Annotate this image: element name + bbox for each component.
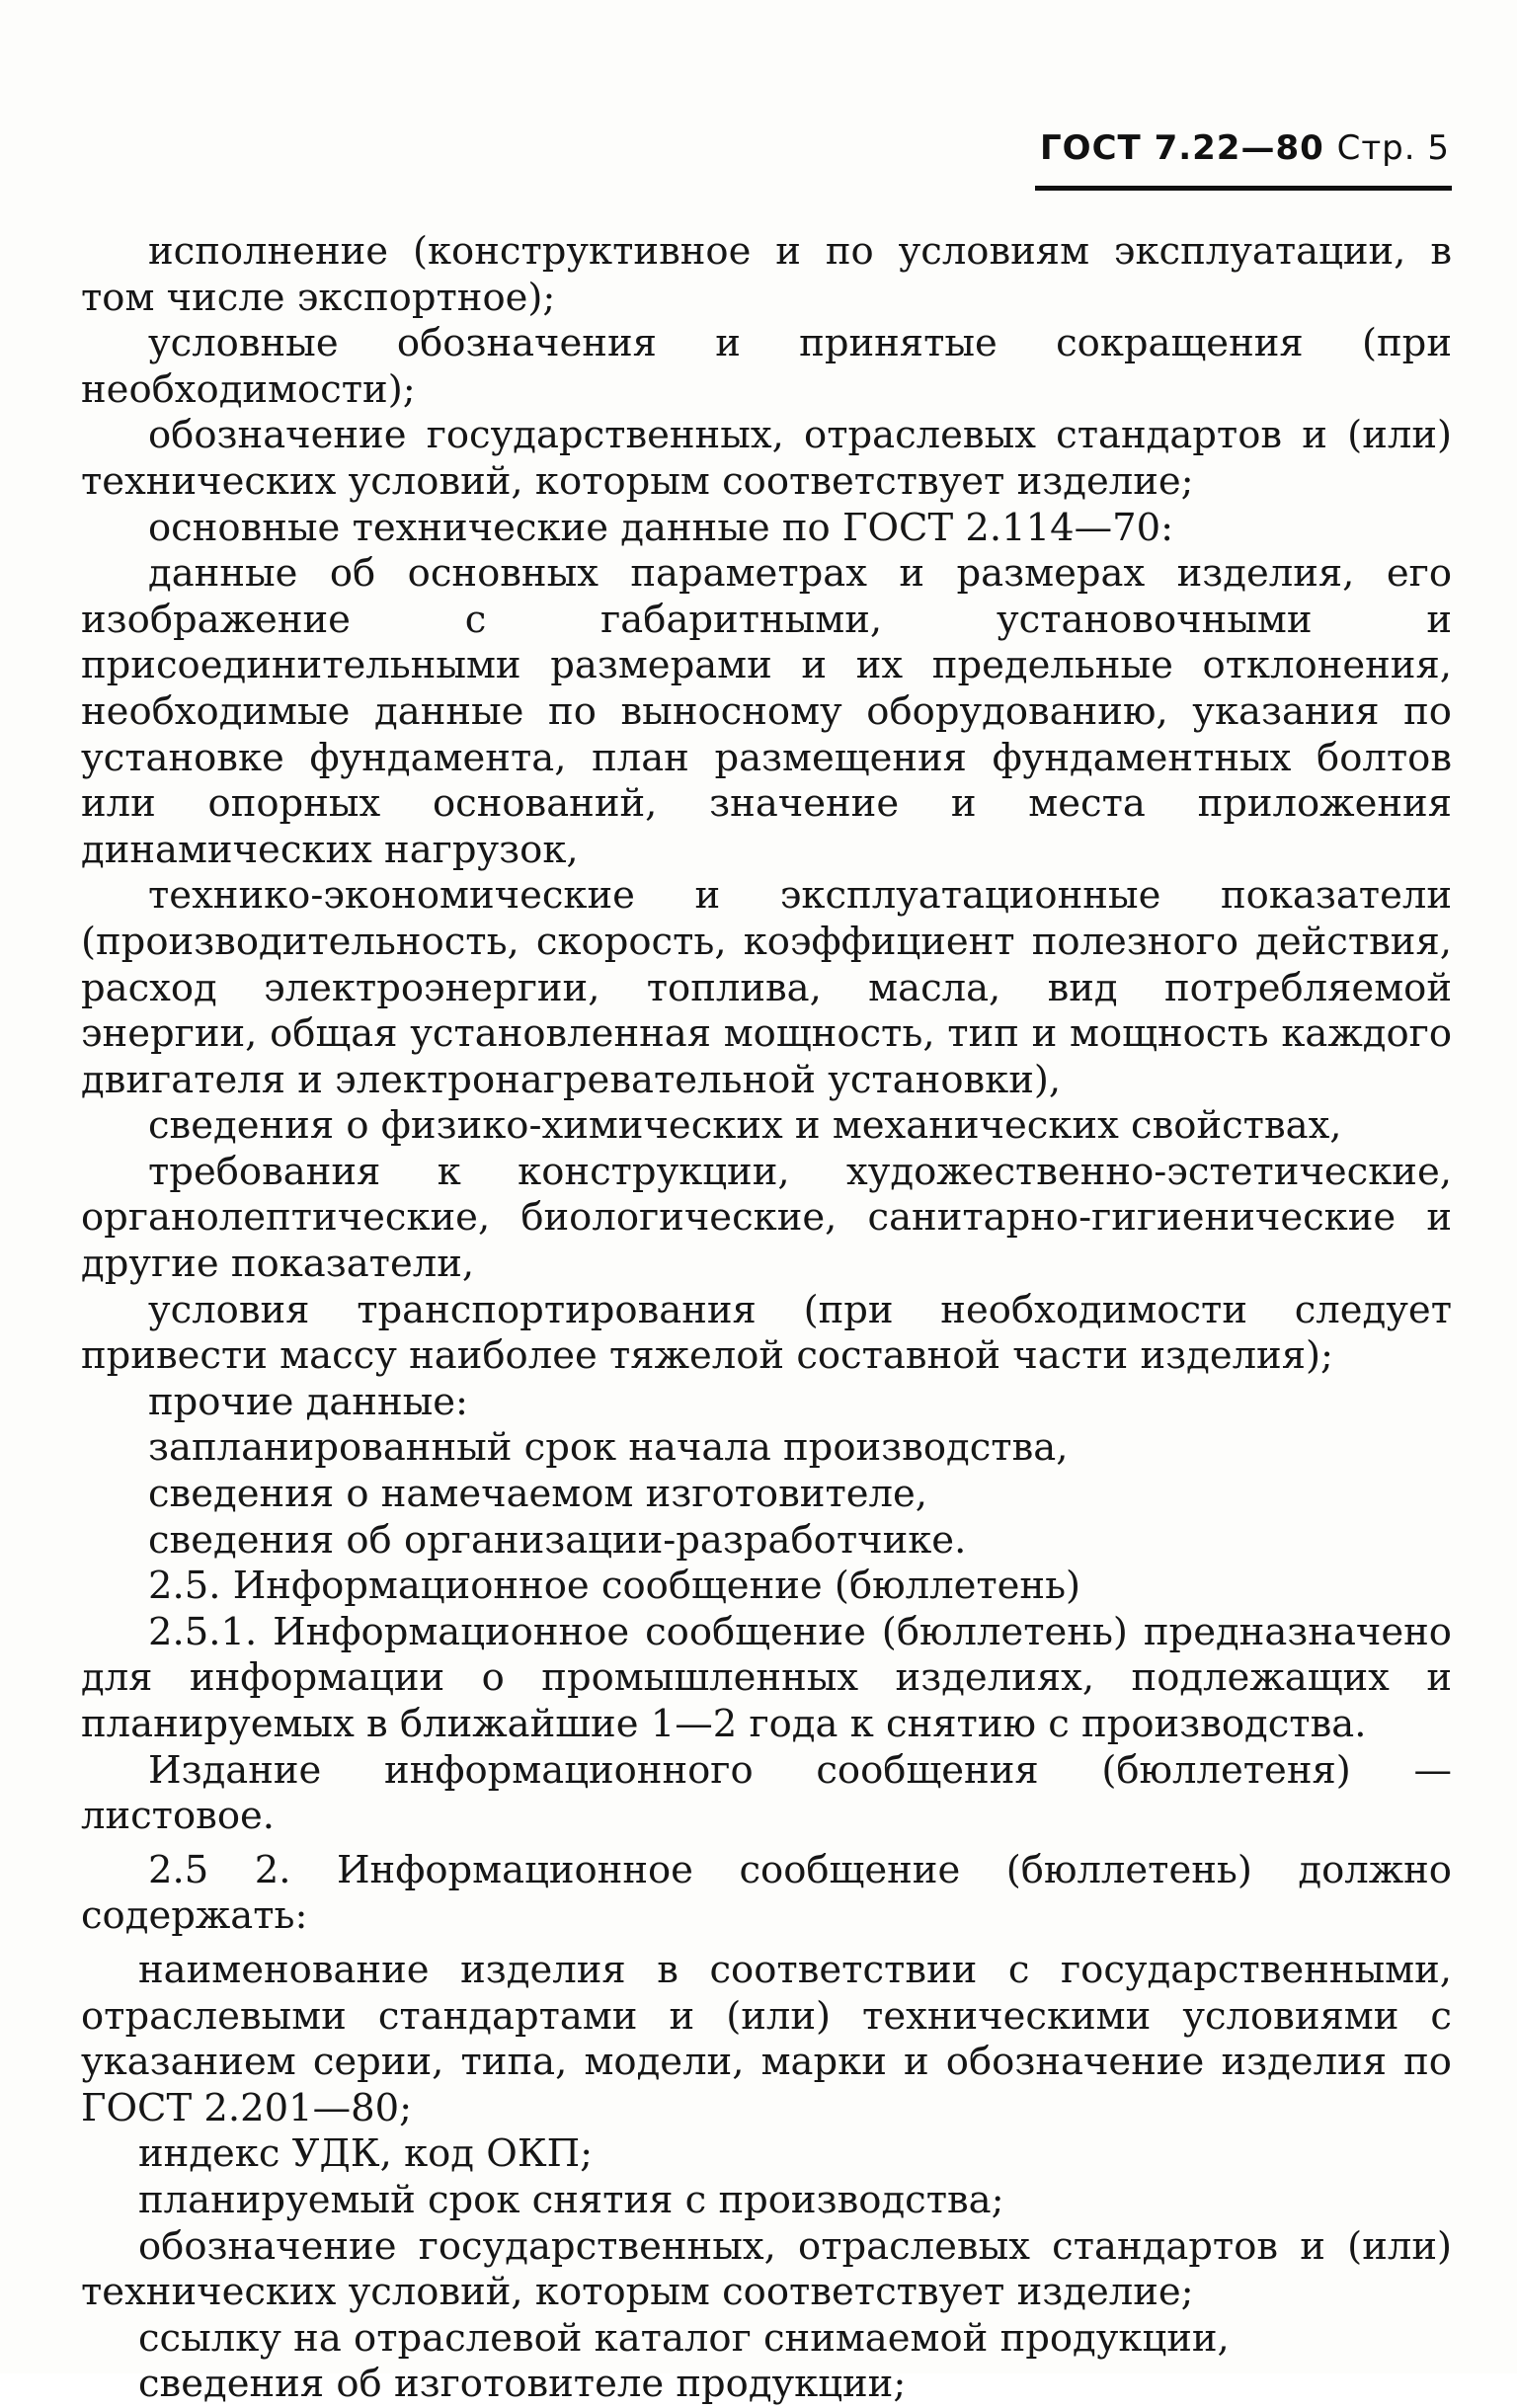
- standard-number: ГОСТ 7.22—80: [1040, 128, 1324, 168]
- paragraph: запланированный срок начала производства,: [148, 1425, 1069, 1471]
- paragraph: технико-экономические и эксплуатационные показатели (производительность, скорость, коэффициент полезного действия, расход электроэнергии, топлива, масла, вид потребляемой энергии, общая установленная мощность, тип и мощность каждого двигателя и электронагревательной установки),: [81, 873, 1452, 1102]
- paragraph: прочие данные:: [148, 1379, 468, 1424]
- paragraph: сведения об организации-разработчике.: [148, 1517, 967, 1563]
- document-body: [81, 229, 1452, 2408]
- paragraph: условные обозначения и принятые сокращения (при необходимости);: [81, 321, 1452, 412]
- paragraph: 2.5.1. Информационное сообщение (бюллетень) предназначено для информации о промышленных изделиях, подлежащих и планируемых в ближайшие 1—2 года к снятию с производства.: [81, 1609, 1452, 1746]
- paragraph: планируемый срок снятия с производства;: [138, 2177, 1004, 2222]
- paragraph: условия транспортирования (при необходимости следует привести массу наиболее тяжелой составной части изделия);: [81, 1287, 1452, 1379]
- paragraph: сведения о намечаемом изготовителе,: [148, 1472, 928, 1517]
- paragraph: ссылку на отраслевой каталог снимаемой продукции,: [138, 2315, 1230, 2361]
- paragraph: сведения об изготовителе продукции;: [138, 2362, 907, 2407]
- paragraph: требования к конструкции, художественно-эстетические, органолептические, биологические, санитарно-гигиенические и другие показатели,: [81, 1149, 1452, 1287]
- paragraph: наименование изделия в соответствии с государственными, отраслевыми стандартами и (или) техническими условиями с указанием серии, типа, модели, марки и обозначение изделия по ГОСТ 2.201—80;: [81, 1947, 1452, 2130]
- paragraph: Издание информационного сообщения (бюллетеня) — листовое.: [81, 1747, 1452, 1839]
- page-header: [1040, 128, 1450, 168]
- paragraph: данные об основных параметрах и размерах изделия, его изображение с габаритными, установочными и присоединительными размерами и их предельные отклонения, необходимые данные по выносному оборудованию, указания по установке фундамента, план размещения фундаментных болтов или опорных оснований, значение и места приложения динамических нагрузок,: [81, 551, 1452, 872]
- paragraph: обозначение государственных, отраслевых стандартов и (или) технических условий, которым соответствует изделие;: [81, 2223, 1452, 2315]
- paragraph: сведения о физико-химических и механических свойствах,: [148, 1103, 1342, 1149]
- paragraph: 2.5 2. Информационное сообщение (бюллетень) должно содержать:: [81, 1847, 1452, 1939]
- page-number: Стр. 5: [1336, 128, 1450, 168]
- paragraph: исполнение (конструктивное и по условиям эксплуатации, в том числе экспортное);: [81, 229, 1452, 320]
- section-heading: 2.5. Информационное сообщение (бюллетень): [148, 1564, 1081, 1609]
- paragraph: обозначение государственных, отраслевых стандартов и (или) технических условий, которым соответствует изделие;: [81, 413, 1452, 504]
- header-rule: [1035, 186, 1452, 191]
- paragraph: индекс УДК, код ОКП;: [138, 2131, 594, 2177]
- paragraph: основные технические данные по ГОСТ 2.114—70:: [148, 505, 1174, 550]
